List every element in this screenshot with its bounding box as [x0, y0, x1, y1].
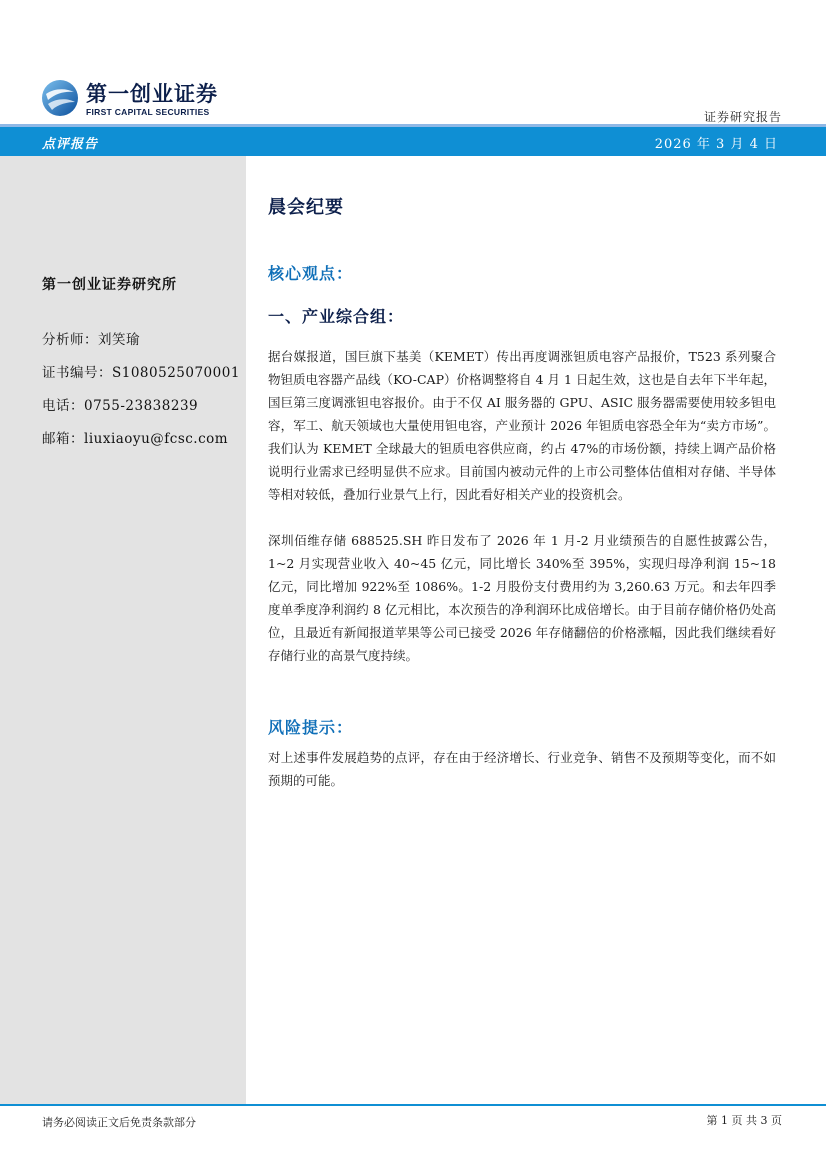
institute-name: 第一创业证券研究所 [42, 277, 177, 293]
page-title: 晨会纪要 [268, 197, 344, 218]
analyst-name: 分析师：刘笑瑜 [42, 332, 140, 348]
disclaimer-note: 请务必阅读正文后免责条款部分 [42, 1116, 196, 1129]
report-type: 证券研究报告 [703, 110, 782, 124]
core-views-heading: 核心观点： [268, 264, 354, 283]
paragraph-kemet: 据台媒报道，国巨旗下基美（KEMET）传出再度调涨钽质电容产品报价，T523 系列聚合物钽质电容器产品线（KO-CAP）价格调整将自 4 月 1 日起生效，这也是自去年下半年起，国巨第三度调涨钽电容报价。由于不仅 AI 服务器的 GPU、ASIC 服务器需要使用较多钽电容，军工、航天领域也大量使用钽电容，产业预计 2026 年钽质电容恐全年为“卖方市场”。我们认为 KEMET 全球最大的钽质电容供应商，约占 47%的市场份额，持续上调产品价格说明行业需求已经明显供不应求。目前国内被动元件的上市公司整体估值相对存储、半导体等相对较低，叠加行业景气上行，因此看好相关产业的投资机会。 [268, 349, 776, 502]
paragraph-risk: 对上述事件发展趋势的点评，存在由于经济增长、行业竞争、销售不及预期等变化，而不如预期的可能。 [268, 750, 776, 788]
logo-chinese-name: 第一创业证券 [86, 82, 218, 106]
email-address: 邮箱：liuxiaoyu@fcsc.com [42, 431, 229, 447]
paragraph-biwin: 深圳佰维存储 688525.SH 昨日发布了 2026 年 1 月-2 月业绩预告的自愿性披露公告，1~2 月实现营业收入 40~45 亿元，同比增长 340%至 395%，实现归母净利润 15~18 亿元，同比增加 922%至 1086%。1-2 月股份支付费用约为 3,260.63 万元。和去年四季度单季度净利润约 8 亿元相比，本次预告的净利润环比成倍增长。由于目前存储价格仍处高位，且最近有新闻报道苹果等公司已接受 2026 年存储翻倍的价格涨幅，因此我们继续看好存储行业的高景气度持续。 [268, 533, 776, 663]
footer-rule [0, 1104, 826, 1106]
risk-heading: 风险提示： [268, 718, 354, 737]
section-heading-industry: 一、产业综合组： [268, 307, 405, 326]
phone-number: 电话：0755-23838239 [42, 398, 199, 414]
page-number: 第 1 页 共 3 页 [706, 1114, 782, 1127]
report-label: 点评报告 [42, 137, 99, 152]
logo-english-name: FIRST CAPITAL SECURITIES [86, 107, 210, 117]
cert-number: 证书编号：S1080525070001 [42, 365, 240, 381]
report-date: 2026 年 3 月 4 日 [654, 137, 778, 152]
sidebar [0, 156, 246, 1104]
company-logo [40, 78, 240, 122]
globe-logo-icon [40, 78, 80, 118]
